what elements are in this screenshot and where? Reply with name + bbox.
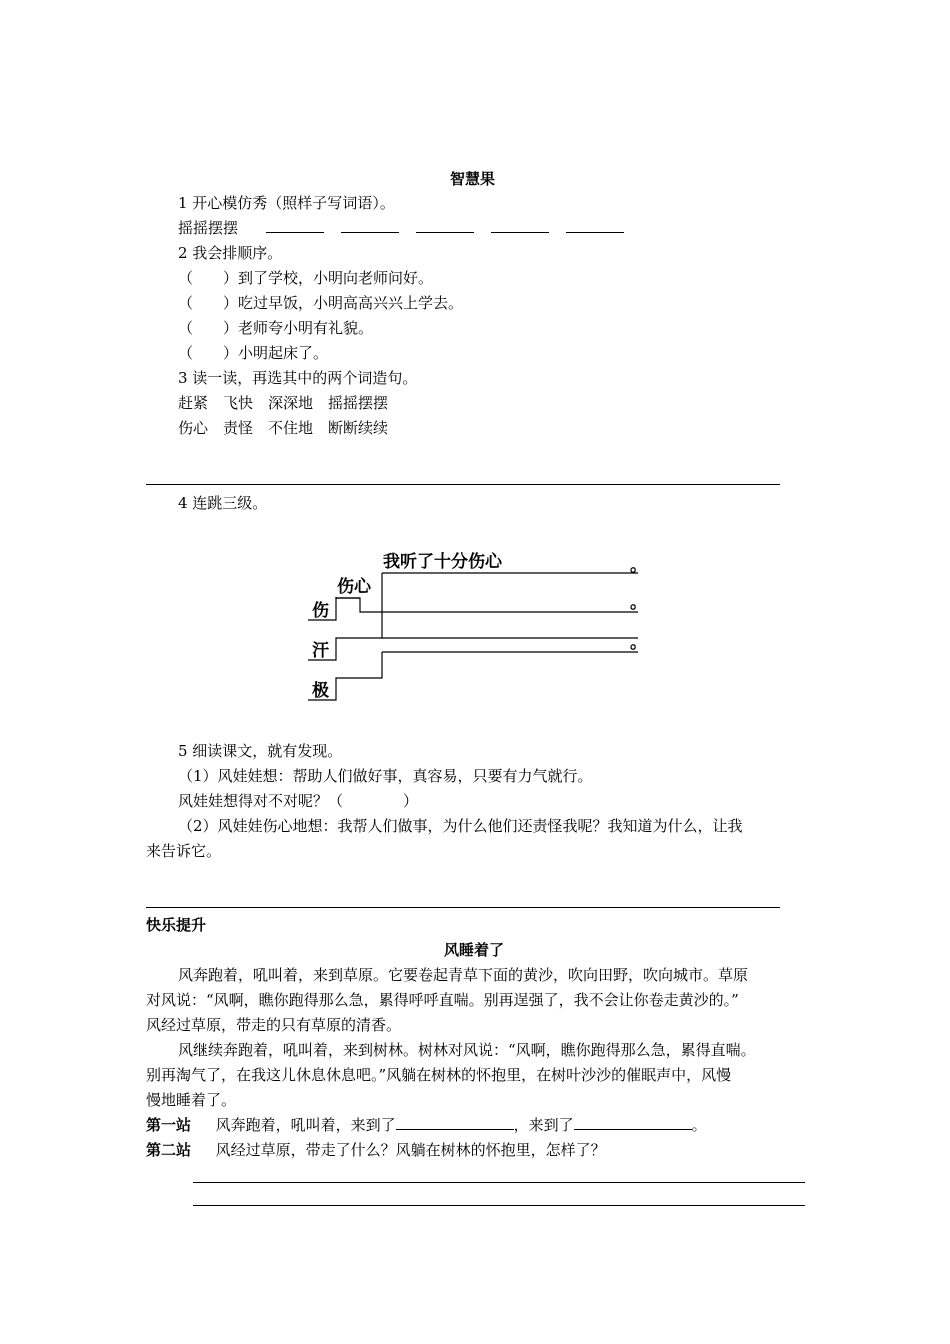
stage1-blank-1[interactable]: [396, 1117, 514, 1130]
q2-prompt: 2 我会排顺序。: [178, 244, 283, 262]
q1-blank-4[interactable]: [491, 220, 549, 233]
passage-line: 风奔跑着，吼叫着，来到草原。它要卷起青草下面的黄沙，吹向田野，吹向城市。草原: [178, 966, 749, 984]
step-period: 。: [630, 556, 647, 576]
q1-blank-1[interactable]: [266, 220, 324, 233]
passage-line: 风经过草原，带走的只有草原的清香。: [146, 1016, 402, 1034]
stage1-blank-2[interactable]: [574, 1117, 692, 1130]
q2-item[interactable]: （ ）老师夸小明有礼貌。: [178, 319, 374, 337]
passage-line: 对风说：“风啊，瞧你跑得那么急，累得呼呼直喘。别再逞强了，我不会让你卷走黄沙的。”: [146, 991, 739, 1009]
step-period: 。: [630, 633, 647, 653]
stage1-text: 风奔跑着，吼叫着，来到了: [215, 1116, 396, 1134]
step-sentence: 我听了十分伤心: [383, 552, 502, 572]
q5-p1-question[interactable]: 风娃娃想得对不对呢？（ ）: [178, 792, 419, 810]
q3-words-row2: 伤心 责怪 不住地 断断续续: [178, 419, 389, 437]
passage-line: 风继续奔跑着，吼叫着，来到树林。树林对风说：“风啊，瞧你跑得那么急，累得直喘。: [178, 1041, 756, 1059]
step-char: 伤: [312, 601, 329, 621]
stage2-label: 第二站: [146, 1141, 192, 1159]
q5-answer-line[interactable]: [146, 907, 780, 908]
q1-prompt: 1 开心模仿秀（照样子写词语）。: [178, 194, 395, 212]
stage2-text: 风经过草原，带走了什么？风躺在树林的怀抱里，怎样了？: [215, 1141, 606, 1159]
passage-title: 风睡着了: [444, 941, 505, 959]
q4-prompt: 4 连跳三级。: [178, 494, 268, 512]
section-heading: 快乐提升: [146, 916, 207, 934]
stage2-answer-line[interactable]: [193, 1205, 805, 1206]
q5-prompt: 5 细读课文，就有发现。: [178, 742, 343, 760]
stage1-row: [146, 1115, 707, 1135]
stage1-label: 第一站: [146, 1116, 192, 1134]
stage2-row: [146, 1140, 606, 1160]
q3-words-row1: 赶紧 飞快 深深地 摇摇摆摆: [178, 394, 389, 412]
staircase-diagram: [300, 540, 660, 710]
q5-p1: （1）风娃娃想：帮助人们做好事，真容易，只要有力气就行。: [178, 767, 593, 785]
q3-answer-line[interactable]: [146, 484, 780, 485]
q1-row: [178, 218, 641, 238]
q5-p2-line2: 来告诉它。: [146, 842, 222, 860]
q1-blank-2[interactable]: [341, 220, 399, 233]
stage2-answer-line[interactable]: [193, 1182, 805, 1183]
step-char: 极: [312, 681, 329, 701]
q2-item[interactable]: （ ）吃过早饭，小明高高兴兴上学去。: [178, 294, 464, 312]
passage-line: 别再淘气了，在我这儿休息休息吧。”风躺在树林的怀抱里，在树叶沙沙的催眠声中，风慢: [146, 1066, 732, 1084]
q1-example: 摇摇摆摆: [178, 219, 239, 237]
passage-line: 慢地睡着了。: [146, 1091, 237, 1109]
step-word: 伤心: [337, 577, 371, 597]
step-period: 。: [630, 593, 647, 613]
q5-p2-line1: （2）风娃娃伤心地想：我帮人们做事，为什么他们还责怪我呢？我知道为什么，让我: [178, 817, 743, 835]
q1-blank-3[interactable]: [416, 220, 474, 233]
stage1-text: ，来到了: [513, 1116, 574, 1134]
q2-item[interactable]: （ ）小明起床了。: [178, 344, 329, 362]
stage1-end: 。: [691, 1116, 707, 1134]
q2-item[interactable]: （ ）到了学校，小明向老师问好。: [178, 269, 434, 287]
section-title: 智慧果: [450, 170, 496, 188]
q3-prompt: 3 读一读，再选其中的两个词造句。: [178, 369, 418, 387]
q1-blank-5[interactable]: [566, 220, 624, 233]
step-char: 汗: [312, 641, 329, 661]
